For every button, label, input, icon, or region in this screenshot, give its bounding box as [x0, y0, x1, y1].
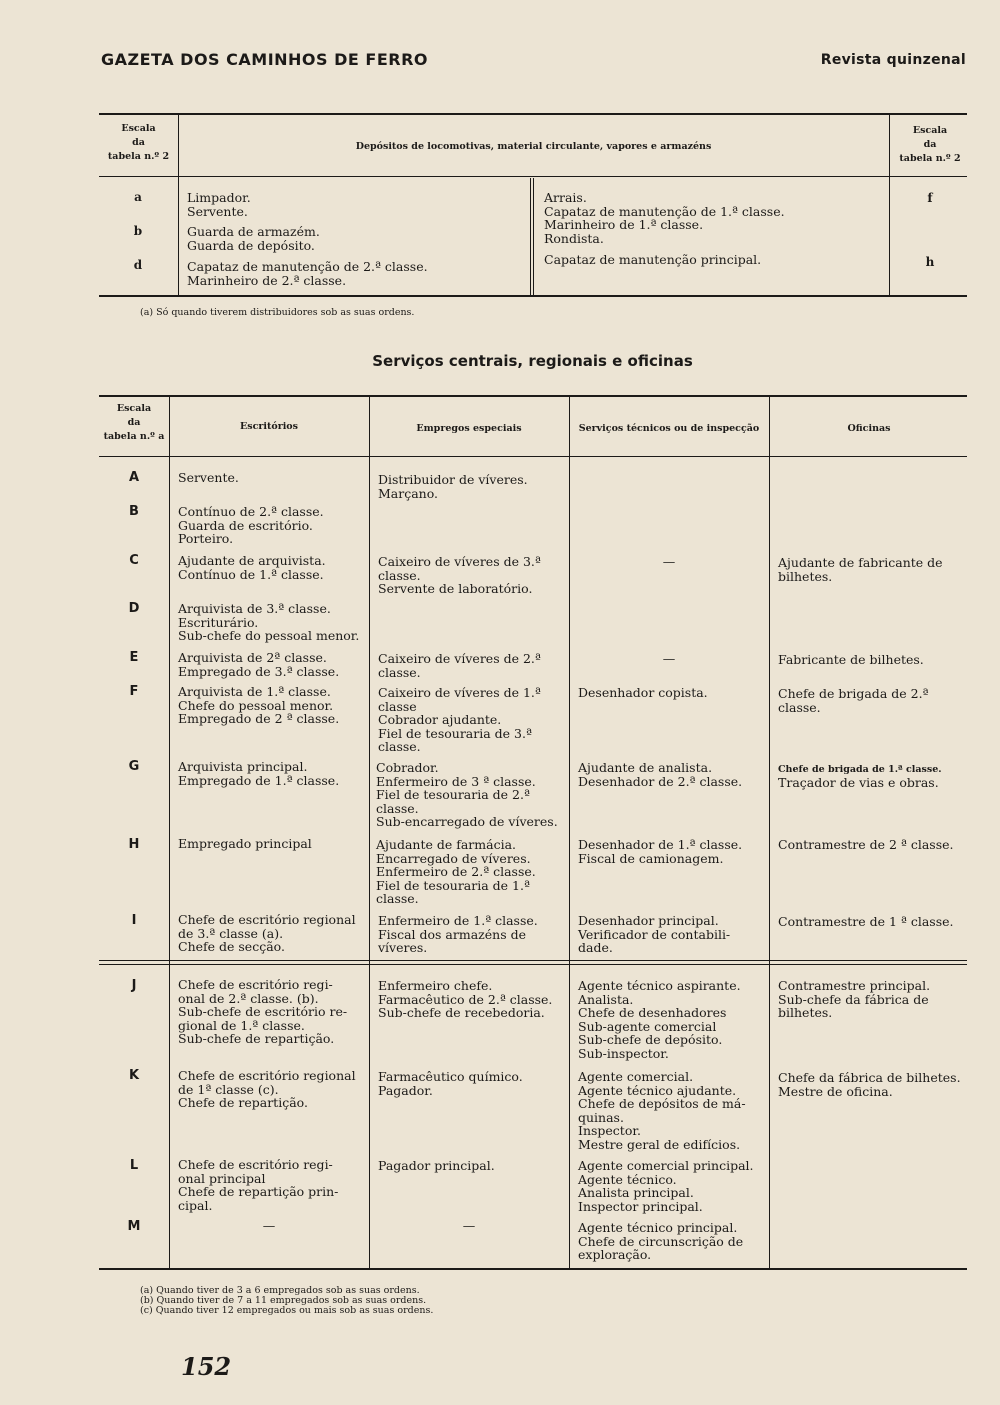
- cell-tecnicos: Desenhador principal. Verificador de contabili- dade.: [578, 913, 731, 955]
- page-number: 152: [181, 1352, 232, 1381]
- row-code: E: [129, 650, 139, 665]
- table2-header-oficinas: Oficinas: [847, 423, 891, 434]
- cell-oficinas: Ajudante de fabricante de bilhetes.: [778, 555, 943, 584]
- cell-escritorios: Arquivista de 2ª classe. Empregado de 3.ª classe.: [178, 650, 340, 679]
- row-code: G: [128, 759, 140, 774]
- cell-empregos: Caixeiro de víveres de 2.ª classe.: [378, 651, 541, 680]
- cell-oficinas: Chefe da fábrica de bilhetes. Mestre de oficina.: [778, 1070, 961, 1099]
- cell-oficinas: Chefe de brigada de 2.ª classe.: [778, 686, 929, 715]
- row-code: A: [128, 470, 140, 485]
- row-code: J: [131, 978, 137, 993]
- cell-tecnicos: Desenhador de 1.ª classe. Fiscal de camionagem.: [578, 837, 743, 866]
- cell-tecnicos: Agente comercial. Agente técnico ajudante. Chefe de depósitos de má- quinas. Inspector. Mestre geral de edifícios.: [578, 1069, 746, 1152]
- cell-empregos: Ajudante de farmácia. Encarregado de víveres. Enfermeiro de 2.ª classe. Fiel de tesouraria de 1.ª classe.: [376, 837, 536, 906]
- table1-footnote: (a) Só quando tiverem distribuidores sob as suas ordens.: [140, 307, 415, 318]
- table2-header-scale: Escala da tabela n.º a: [103, 403, 165, 442]
- journal-subtitle: Revista quinzenal: [820, 52, 966, 68]
- cell-tecnicos: Desenhador copista.: [578, 685, 708, 700]
- cell-tecnicos: —: [662, 651, 676, 666]
- cell-empregos: Caixeiro de víveres de 3.ª classe. Servente de laboratório.: [378, 554, 541, 596]
- table1-right-item: Arrais. Capataz de manutenção de 1.ª classe. Marinheiro de 1.ª classe. Rondista.: [544, 190, 785, 246]
- table1-left-item: Capataz de manutenção de 2.ª classe. Marinheiro de 2.ª classe.: [187, 259, 428, 288]
- row-code: K: [128, 1068, 140, 1083]
- table1-header-main: Depósitos de locomotivas, material circulante, vapores e armazéns: [355, 141, 712, 152]
- cell-escritorios: Chefe de escritório regi- onal principal Chefe de repartição prin- cipal.: [178, 1157, 339, 1213]
- cell-empregos: Pagador principal.: [378, 1158, 495, 1173]
- cell-escritorios: Chefe de escritório regi- onal de 2.ª classe. (b). Sub-chefe de escritório re- gional de 1.ª classe. Sub-chefe de repartição.: [178, 977, 348, 1046]
- cell-oficinas: Traçador de vias e obras.: [778, 775, 939, 790]
- table1-code-a: a: [134, 190, 142, 204]
- cell-oficinas: Fabricante de bilhetes.: [778, 652, 924, 667]
- cell-empregos: Caixeiro de víveres de 1.ª classe Cobrador ajudante. Fiel de tesouraria de 3.ª classe.: [378, 685, 541, 754]
- table2-header-tecnicos: Serviços técnicos ou de inspecção: [578, 423, 760, 434]
- row-code: H: [128, 837, 140, 852]
- cell-empregos: Cobrador. Enfermeiro de 3 ª classe. Fiel de tesouraria de 2.ª classe. Sub-encarregado de víveres.: [376, 760, 558, 829]
- cell-empregos: Distribuidor de víveres. Marçano.: [378, 472, 528, 501]
- table1-code-b: b: [133, 224, 143, 238]
- table1-header-scale-left: Escala da tabela n.º 2: [107, 123, 170, 162]
- cell-escritorios: Servente.: [178, 470, 239, 485]
- cell-oficinas: Contramestre de 2 ª classe.: [778, 837, 954, 852]
- row-code: D: [128, 601, 140, 616]
- section-title: Serviços centrais, regionais e oficinas: [372, 352, 693, 370]
- cell-oficinas-small: Chefe de brigada de 1.ª classe.: [778, 764, 942, 775]
- cell-oficinas: Contramestre de 1 ª classe.: [778, 914, 954, 929]
- cell-empregos: Enfermeiro chefe. Farmacêutico de 2.ª classe. Sub-chefe de recebedoria.: [378, 978, 553, 1020]
- cell-empregos: —: [462, 1218, 476, 1233]
- cell-escritorios: Empregado principal: [178, 836, 312, 851]
- table2-header-empregos: Empregos especiais: [416, 423, 522, 434]
- cell-tecnicos: —: [662, 554, 676, 569]
- table1-code-h: h: [925, 255, 935, 269]
- cell-tecnicos: Agente comercial principal. Agente técnico. Analista principal. Inspector principal.: [578, 1158, 754, 1214]
- cell-escritorios: Chefe de escritório regional de 1ª classe (c). Chefe de repartição.: [178, 1068, 356, 1110]
- table1-code-f: f: [927, 191, 933, 205]
- cell-escritorios: Arquivista principal. Empregado de 1.ª classe.: [178, 759, 340, 788]
- cell-tecnicos: Agente técnico aspirante. Analista. Chefe de desenhadores Sub-agente comercial Sub-chefe de depósito. Sub-inspector.: [578, 978, 741, 1061]
- journal-title: GAZETA DOS CAMINHOS DE FERRO: [101, 50, 429, 69]
- cell-empregos: Enfermeiro de 1.ª classe. Fiscal dos armazéns de víveres.: [378, 913, 538, 955]
- table1-left-item: Guarda de armazém. Guarda de depósito.: [187, 224, 320, 253]
- cell-escritorios: —: [262, 1218, 276, 1233]
- cell-oficinas: Contramestre principal. Sub-chefe da fábrica de bilhetes.: [778, 978, 931, 1020]
- row-code: B: [129, 504, 139, 519]
- table2-footnotes: (a) Quando tiver de 3 a 6 empregados sob as suas ordens. (b) Quando tiver de 7 a 11 empregados sob as suas ordens. (c) Quando tiver 12 empregados ou mais sob as suas ordens.: [140, 1285, 434, 1316]
- cell-escritorios: Contínuo de 2.ª classe. Guarda de escritório. Porteiro.: [178, 504, 324, 546]
- cell-empregos: Farmacêutico químico. Pagador.: [378, 1069, 523, 1098]
- row-code: C: [129, 553, 139, 568]
- row-code: F: [129, 684, 139, 699]
- cell-tecnicos: Ajudante de analista. Desenhador de 2.ª classe.: [578, 760, 743, 789]
- table2-header-escritorios: Escritórios: [239, 421, 298, 432]
- row-code: L: [129, 1158, 139, 1173]
- row-code: I: [131, 913, 137, 928]
- cell-escritorios: Arquivista de 1.ª classe. Chefe do pessoal menor. Empregado de 2 ª classe.: [178, 684, 340, 726]
- cell-escritorios: Chefe de escritório regional de 3.ª classe (a). Chefe de secção.: [178, 912, 356, 954]
- cell-escritorios: Ajudante de arquivista. Contínuo de 1.ª classe.: [178, 553, 326, 582]
- cell-tecnicos: Agente técnico principal. Chefe de circunscrição de exploração.: [578, 1220, 744, 1262]
- cell-escritorios: Arquivista de 3.ª classe. Escriturário. Sub-chefe do pessoal menor.: [178, 601, 360, 643]
- table1-left-item: Limpador. Servente.: [187, 190, 251, 219]
- table1-right-item: Capataz de manutenção principal.: [544, 252, 762, 267]
- table1-code-d: d: [133, 258, 143, 272]
- table1-header-scale-right: Escala da tabela n.º 2: [899, 125, 961, 164]
- row-code: M: [127, 1219, 141, 1234]
